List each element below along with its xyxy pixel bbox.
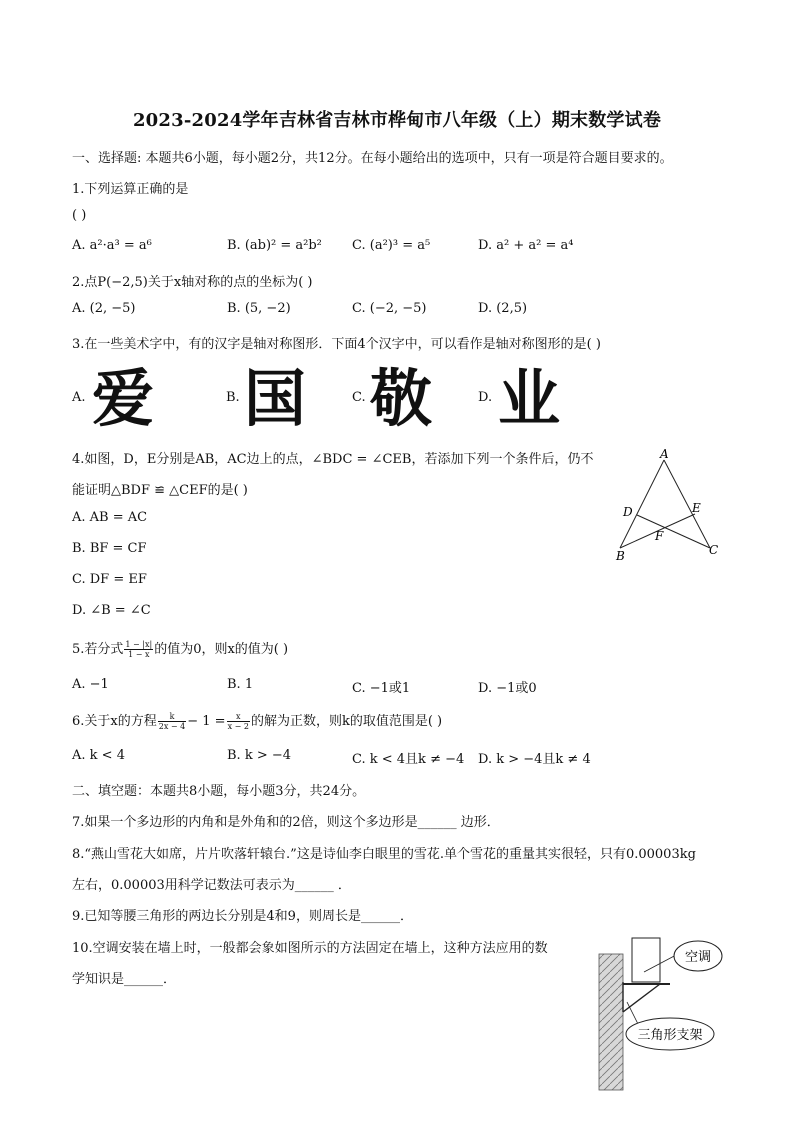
question-7: 7.如果一个多边形的内角和是外角和的2倍，则这个多边形是______ 边形． [72, 815, 500, 830]
question-3-label-a: A. [72, 390, 86, 405]
question-3-char-jing: 敬 [370, 362, 433, 435]
question-3-char-guo: 国 [244, 362, 307, 435]
question-6-option-b: B. k > −4 [227, 748, 292, 763]
question-6-option-a: A. k < 4 [72, 748, 125, 763]
figure-label-a: A [660, 447, 669, 461]
question-4-triangle-figure [608, 444, 728, 566]
figure-label-b: B [616, 549, 625, 563]
question-6-fraction-left [158, 712, 186, 731]
question-6-stem [72, 710, 442, 731]
question-5-fraction-denominator: 1 − x [128, 650, 150, 659]
question-5-option-b: B. 1 [227, 677, 254, 692]
question-5-stem-post: 的值为0，则x的值为( ) [154, 642, 289, 657]
section-fill-blank-header: 二、填空题：本题共8小题，每小题3分，共24分。 [72, 784, 366, 799]
question-5-stem-pre: 5.若分式 [72, 642, 124, 657]
question-2-stem: 2.点P(−2,5)关于x轴对称的点的坐标为( ) [72, 275, 313, 290]
question-1-option-d: D. a² + a² = a⁴ [478, 238, 574, 253]
question-10-line1: 10.空调安装在墙上时，一般都会象如图所示的方法固定在墙上，这种方法应用的数 [72, 941, 548, 956]
question-10-line2: 学知识是______． [72, 972, 177, 987]
question-6-option-c: C. k < 4且k ≠ −4 [352, 752, 465, 767]
question-4-option-d: D. ∠B = ∠C [72, 603, 151, 618]
question-3-char-ai: 爱 [92, 362, 155, 435]
air-conditioner-icon [632, 938, 660, 982]
section-choice-header: 一、选择题: 本题共6小题，每小题2分，共12分。在每小题给出的选项中，只有一项是符合题目要求的。 [72, 151, 673, 166]
wall-icon [599, 954, 623, 1090]
question-3-label-c: C. [352, 390, 366, 405]
question-9: 9.已知等腰三角形的两边长分别是4和9，则周长是______． [72, 909, 413, 924]
question-1-option-a: A. a²·a³ = a⁶ [72, 238, 152, 253]
question-6-fraction-right-numerator: x [227, 712, 250, 722]
question-2-option-d: D. (2,5) [478, 301, 528, 316]
question-2-option-b: B. (5, −2) [227, 301, 291, 316]
callout-ac-label: 空调 [684, 950, 712, 965]
question-3-label-b: B. [226, 390, 240, 405]
figure-label-e: E [692, 501, 701, 515]
question-6-stem-pre: 6.关于x的方程 [72, 714, 157, 729]
question-1-option-b: B. (ab)² = a²b² [227, 238, 322, 253]
question-10-ac-bracket-figure [594, 932, 744, 1092]
question-5-option-c: C. −1或1 [352, 681, 411, 696]
question-5-option-d: D. −1或0 [478, 681, 537, 696]
question-3-stem: 3.在一些美术字中，有的汉字是轴对称图形．下面4个汉字中，可以看作是轴对称图形的是( ) [72, 337, 601, 352]
figure-label-f: F [655, 529, 664, 543]
question-8-line1: 8.“燕山雪花大如席，片片吹落轩辕台.”这是诗仙李白眼里的雪花.单个雪花的重量其实很轻，只有0.00003kg [72, 847, 696, 862]
question-4-option-c: C. DF = EF [72, 572, 147, 587]
question-1-option-c: C. (a²)³ = a⁵ [352, 238, 431, 253]
question-6-stem-mid: − 1 = [187, 714, 226, 729]
question-6-fraction-right [227, 712, 250, 731]
question-6-stem-post: 的解为正数，则k的取值范围是( ) [250, 714, 443, 729]
question-1-blank: ( ) [72, 208, 87, 223]
question-4-option-b: B. BF = CF [72, 541, 147, 556]
question-2-option-c: C. (−2, −5) [352, 301, 427, 316]
question-3-label-d: D. [478, 390, 493, 405]
question-6-fraction-left-numerator: k [158, 712, 186, 722]
question-4-stem-line2: 能证明△BDF ≌ △CEF的是( ) [72, 483, 248, 498]
question-6-option-d: D. k > −4且k ≠ 4 [478, 752, 591, 767]
question-5-option-a: A. −1 [72, 677, 109, 692]
question-3-char-ye: 业 [498, 362, 561, 435]
question-2-option-a: A. (2, −5) [72, 301, 136, 316]
question-1-stem: 1.下列运算正确的是 [72, 182, 189, 197]
page-title: 2023-2024学年吉林省吉林市桦甸市八年级（上）期末数学试卷 [132, 110, 662, 131]
question-4-stem-line1: 4.如图，D，E分别是AB，AC边上的点，∠BDC = ∠CEB，若添加下列一个条件后，仍不 [72, 452, 594, 467]
question-5-fraction-numerator: 1 − |x| [125, 640, 153, 649]
question-5-fraction [124, 640, 153, 659]
question-6-fraction-left-denominator: 2x − 4 [158, 722, 186, 731]
question-8-line2: 左右，0.00003用科学记数法可表示为______ ． [72, 878, 351, 893]
question-5-stem [72, 638, 288, 659]
figure-label-c: C [709, 543, 719, 557]
question-6-fraction-right-denominator: x − 2 [227, 722, 249, 731]
callout-bracket-label: 三角形支架 [637, 1028, 703, 1043]
figure-label-d: D [623, 505, 633, 519]
question-4-option-a: A. AB = AC [72, 510, 148, 525]
